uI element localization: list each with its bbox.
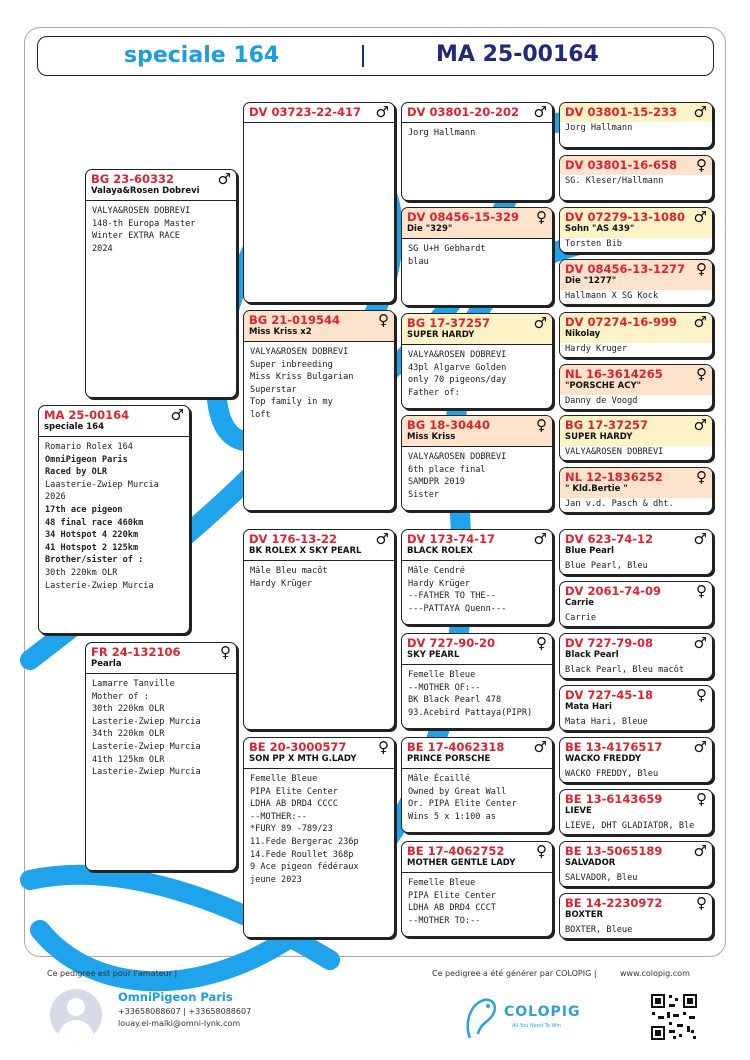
- male-symbol-icon: ♂: [693, 416, 707, 434]
- male-symbol-icon: ♂: [693, 208, 707, 226]
- detail-line: Mata Hari, Bleue: [565, 717, 648, 727]
- male-symbol-icon: ♂: [693, 313, 707, 331]
- pigeon-name: Mata Hari: [565, 702, 612, 712]
- card-header: [402, 208, 552, 239]
- pedigree-card-g2[interactable]: [559, 155, 713, 201]
- card-details: [560, 768, 712, 781]
- detail-line: loft: [250, 409, 271, 420]
- card-header: [244, 738, 394, 769]
- card-details: [402, 561, 552, 619]
- ring-number: BG 23-60332: [91, 172, 174, 186]
- pedigree-card-g1[interactable]: [559, 102, 713, 148]
- detail-line: 48 final race 460km: [45, 517, 144, 528]
- pedigree-card-g9[interactable]: [559, 529, 713, 575]
- detail-line: BK Black Pearl 478: [408, 695, 502, 706]
- owner-name: OmniPigeon Paris: [118, 990, 233, 1004]
- ring-number: NL 12-1836252: [565, 470, 663, 484]
- ring-number: DV 03801-16-658: [565, 158, 678, 172]
- detail-line: 30th 220km OLR: [45, 567, 118, 578]
- ring-number: BE 14-2230972: [565, 896, 663, 910]
- detail-line: 41th 125km OLR: [92, 754, 165, 765]
- pigeon-name: Die "1277": [565, 276, 617, 286]
- pigeon-name: Carrie: [565, 598, 595, 608]
- female-symbol-icon: ♀: [536, 416, 547, 434]
- card-header: [560, 103, 712, 122]
- pigeon-name: Miss Kriss: [407, 432, 456, 442]
- detail-line: SALVADOR, Bleu: [565, 873, 638, 883]
- ring-number: DV 2061-74-09: [565, 584, 662, 598]
- detail-line: 6th place final: [408, 464, 486, 475]
- detail-line: --MOTHER:--: [250, 811, 307, 822]
- detail-line: 43pl Algarve Golden: [408, 362, 507, 373]
- card-header: [560, 156, 712, 175]
- footer-website-link[interactable]: www.colopig.com: [620, 969, 690, 978]
- male-symbol-icon: ♂: [375, 530, 389, 548]
- ring-number: BG 17-37257: [565, 418, 648, 432]
- pedigree-card-g11[interactable]: [559, 633, 713, 679]
- pedigree-card-ds[interactable]: [243, 529, 395, 730]
- male-symbol-icon: ♂: [533, 314, 547, 332]
- pigeon-name: Valaya&Rosen Dobrevi: [91, 186, 200, 196]
- card-details: [560, 290, 712, 303]
- card-details: [402, 123, 552, 144]
- detail-line: Father of:: [408, 387, 460, 398]
- card-details: [560, 343, 712, 356]
- detail-line: 14.Fede Roullet 368p: [250, 849, 354, 860]
- detail-line: Superstar: [250, 384, 297, 395]
- detail-line: PIPA Elite Center: [250, 786, 338, 797]
- pigeon-name: PRINCE PORSCHE: [407, 754, 491, 764]
- detail-line: 2024: [92, 243, 113, 254]
- pedigree-card-g8[interactable]: [559, 467, 713, 513]
- pigeon-name: MOTHER GENTLE LADY: [407, 858, 516, 868]
- pedigree-card-g16[interactable]: [559, 893, 713, 939]
- ring-number: MA 25-00164: [44, 408, 130, 422]
- detail-line: Danny de Voogd: [565, 396, 638, 406]
- qr-code-icon: [649, 992, 699, 1042]
- detail-line: Jorg Hallmann: [408, 128, 476, 138]
- pigeon-name: SALVADOR: [565, 858, 616, 868]
- pedigree-card-dds[interactable]: [401, 737, 553, 833]
- female-symbol-icon: ♀: [696, 582, 707, 600]
- detail-line: Hardy Krüger: [408, 578, 471, 589]
- pigeon-name: " Kld.Bertie ": [565, 484, 628, 494]
- pigeon-name: Miss Kriss x2: [249, 327, 312, 337]
- pigeon-name: Sohn "AS 439": [565, 224, 635, 234]
- detail-line: Mother of :: [92, 691, 149, 702]
- ring-number: DV 727-79-08: [565, 636, 654, 650]
- pigeon-name: SON PP X MTH G.LADY: [249, 754, 357, 764]
- detail-line: Laasterie-Zwiep Murcia: [45, 479, 159, 490]
- detail-line: ---PATTAYA Quenn---: [408, 603, 507, 614]
- ring-number: BE 13-5065189: [565, 844, 663, 858]
- detail-line: Raced by OLR: [45, 467, 108, 478]
- ring-number: BE 20-3000577: [249, 740, 347, 754]
- colopig-bird-icon: [462, 994, 502, 1044]
- pigeon-name: SUPER HARDY: [565, 432, 633, 442]
- detail-line: Blue Pearl, Bleu: [565, 561, 648, 571]
- pigeon-name: LIEVE: [565, 806, 592, 816]
- detail-line: blau: [408, 256, 429, 267]
- female-symbol-icon: ♀: [696, 365, 707, 383]
- card-details: [560, 498, 712, 511]
- card-header: [244, 103, 394, 123]
- card-details: [402, 239, 552, 272]
- detail-line: Femelle Bleue: [408, 878, 476, 888]
- ring-number: DV 727-45-18: [565, 688, 654, 702]
- pedigree-card-ss[interactable]: [243, 102, 395, 303]
- female-symbol-icon: ♀: [696, 894, 707, 912]
- card-details: [86, 674, 236, 783]
- pedigree-card-dam[interactable]: [85, 642, 237, 871]
- detail-line: Romario Rolex 164: [45, 442, 133, 452]
- pigeon-name: Black Pearl: [565, 650, 619, 660]
- ring-number: DV 623-74-12: [565, 532, 654, 546]
- ring-number: DV 08456-15-329: [407, 210, 520, 224]
- ring-number: FR 24-132106: [91, 645, 181, 659]
- detail-line: jeune 2023: [250, 874, 302, 885]
- detail-line: Lamarre Tanville: [92, 679, 175, 689]
- card-header: [560, 686, 712, 716]
- card-details: [560, 395, 712, 408]
- detail-line: Miss Kriss Bulgarian: [250, 372, 354, 383]
- card-details: [402, 769, 552, 827]
- female-symbol-icon: ♀: [696, 790, 707, 808]
- detail-line: 93.Acebird Pattaya(PIPR): [408, 707, 533, 718]
- detail-line: Super inbreeding: [250, 359, 333, 370]
- avatar: [50, 989, 102, 1041]
- ring-number: BG 21-019544: [249, 313, 340, 327]
- card-details: [560, 238, 712, 251]
- colopig-logo: [462, 994, 581, 1046]
- male-symbol-icon: ♂: [693, 103, 707, 121]
- card-details: [244, 342, 394, 426]
- ring-number: BG 17-37257: [407, 316, 490, 330]
- female-symbol-icon: ♀: [536, 634, 547, 652]
- pedigree-card-sss[interactable]: [401, 102, 553, 201]
- footer-amateur-note: Ce pedigree est pour l'amateur |: [47, 969, 178, 978]
- detail-line: PIPA Elite Center: [408, 890, 496, 901]
- detail-line: Hardy Krüger: [250, 578, 313, 589]
- detail-line: Top family in my: [250, 397, 333, 408]
- card-details: [402, 873, 552, 931]
- footer-generator-note: Ce pedigree a été générer par COLOPIG |: [432, 969, 597, 978]
- card-details: [560, 872, 712, 885]
- avatar-head-shape: [67, 998, 85, 1016]
- card-details: [402, 345, 552, 403]
- detail-line: VALYA&ROSEN DOBREVI: [408, 350, 507, 360]
- female-symbol-icon: ♀: [696, 686, 707, 704]
- owner-phones: +33658088607 | +33658088607: [118, 1007, 252, 1016]
- detail-line: SG. Kleser/Hallmann: [565, 176, 664, 186]
- detail-line: 148-th Europa Master: [92, 218, 196, 229]
- ring-number: DV 07274-16-999: [565, 315, 678, 329]
- detail-line: VALYA&ROSEN DOBREVI: [92, 206, 191, 216]
- pedigree-card-g10[interactable]: [559, 581, 713, 627]
- pigeon-name: WACKO FREDDY: [565, 754, 642, 764]
- detail-line: 34 Hotspot 4 220km: [45, 530, 139, 541]
- card-details: [86, 201, 236, 259]
- ring-number: DV 07279-13-1080: [565, 210, 686, 224]
- card-details: [560, 664, 712, 677]
- detail-line: only 70 pigeons/day: [408, 375, 507, 386]
- avatar-body-shape: [58, 1020, 94, 1041]
- detail-line: 11.Fede Bergerac 236p: [250, 836, 359, 847]
- detail-line: BOXTER, Bleue: [565, 925, 633, 935]
- card-header: [39, 406, 189, 437]
- card-details: [560, 560, 712, 573]
- card-header: [402, 103, 552, 123]
- detail-line: 41 Hotspot 2 125km: [45, 542, 139, 553]
- detail-line: Femelle Bleue: [250, 774, 318, 784]
- detail-line: Torsten Bib: [565, 239, 622, 249]
- pigeon-name: SUPER HARDY: [407, 330, 475, 340]
- card-header: [402, 314, 552, 345]
- detail-line: Black Pearl, Bleu macôt: [565, 665, 684, 675]
- colopig-tagline: All You Need To Win: [512, 1023, 561, 1029]
- card-header: [560, 582, 712, 612]
- male-symbol-icon: ♂: [533, 530, 547, 548]
- card-header: [86, 170, 236, 201]
- card-header: [244, 311, 394, 342]
- footer: [0, 962, 750, 1060]
- card-details: [244, 769, 394, 890]
- card-header: [560, 260, 712, 290]
- colopig-wordmark: COLOPIG: [504, 1004, 581, 1020]
- pigeon-name: Blue Pearl: [565, 546, 615, 556]
- female-symbol-icon: ♀: [696, 260, 707, 278]
- ring-number-title: MA 25-00164: [436, 42, 599, 67]
- detail-line: Jan v.d. Pasch & dht.: [565, 499, 674, 509]
- female-symbol-icon: ♀: [696, 156, 707, 174]
- female-symbol-icon: ♀: [536, 842, 547, 860]
- card-header: [402, 530, 552, 561]
- detail-line: VALYA&ROSEN DOBREVI: [408, 452, 507, 462]
- ring-number: DV 08456-13-1277: [565, 262, 686, 276]
- card-details: [402, 665, 552, 723]
- female-symbol-icon: ♀: [378, 311, 389, 329]
- detail-line: LIEVE, DHT GLADIATOR, Ble: [565, 821, 695, 831]
- pedigree-card-g6[interactable]: [559, 364, 713, 410]
- card-details: [39, 437, 189, 596]
- pedigree-card-sdd[interactable]: [401, 415, 553, 511]
- ring-number: BE 13-6143659: [565, 792, 663, 806]
- pedigree-card-dsd[interactable]: [401, 633, 553, 729]
- male-symbol-icon: ♂: [170, 406, 184, 424]
- card-details: [560, 446, 712, 459]
- ring-number: NL 16-3614265: [565, 367, 663, 381]
- detail-line: --MOTHER OF:--: [408, 682, 481, 693]
- card-details: [402, 447, 552, 505]
- detail-line: Sister: [408, 489, 440, 500]
- pedigree-card-ssd[interactable]: [401, 207, 553, 306]
- detail-line: 17th ace pigeon: [45, 504, 123, 515]
- detail-line: WACKO FREDDY, Bleu: [565, 769, 659, 779]
- detail-line: 30th 220km OLR: [92, 704, 165, 715]
- detail-line: SG U+H Gebhardt: [408, 244, 486, 254]
- pedigree-card-dd[interactable]: [243, 737, 395, 938]
- card-header: [560, 365, 712, 395]
- detail-line: Hardy Kruger: [565, 344, 628, 354]
- detail-line: Mâle Bleu macôt: [250, 566, 328, 576]
- card-details: [560, 175, 712, 188]
- pigeon-name: SKY PEARL: [407, 650, 460, 660]
- detail-line: Wins 5 x 1:100 as: [408, 811, 496, 822]
- ring-number: DV 176-13-22: [249, 532, 338, 546]
- ring-number: BE 17-4062752: [407, 844, 505, 858]
- card-header: [560, 894, 712, 924]
- pigeon-name-title: speciale 164: [124, 43, 280, 68]
- detail-line: SAMDPR 2019: [408, 477, 465, 488]
- pedigree-card-g13[interactable]: [559, 737, 713, 783]
- ring-number: BE 13-4176517: [565, 740, 663, 754]
- card-details: [560, 924, 712, 937]
- detail-line: LDHA AB DRD4 CCCT: [408, 903, 496, 914]
- detail-line: Lasterie-Zwiep Murcia: [92, 741, 201, 752]
- card-details: [560, 820, 712, 833]
- pigeon-name: Pearla: [91, 659, 122, 669]
- female-symbol-icon: ♀: [536, 208, 547, 226]
- pedigree-card-g7[interactable]: [559, 415, 713, 461]
- ring-number: BG 18-30440: [407, 418, 490, 432]
- detail-line: --FATHER TO THE--: [408, 591, 496, 602]
- female-symbol-icon: ♀: [378, 738, 389, 756]
- pedigree-card-g4[interactable]: [559, 259, 713, 305]
- ring-number: DV 173-74-17: [407, 532, 496, 546]
- male-symbol-icon: ♂: [533, 738, 547, 756]
- ring-number: DV 03723-22-417: [249, 105, 362, 119]
- detail-line: Lasterie-Zwiep Murcia: [92, 716, 201, 727]
- detail-line: Mâle Écaillé: [408, 774, 471, 784]
- pedigree-header: [37, 36, 714, 76]
- detail-line: Hallmann X SG Kock: [565, 291, 659, 301]
- pedigree-card-g12[interactable]: [559, 685, 713, 731]
- pedigree-card-sire[interactable]: [85, 169, 237, 398]
- detail-line: Carrie: [565, 613, 597, 623]
- card-details: [560, 716, 712, 729]
- pedigree-card-g15[interactable]: [559, 841, 713, 887]
- pigeon-name: speciale 164: [44, 422, 104, 432]
- pedigree-card-g14[interactable]: [559, 789, 713, 835]
- pigeon-name: BLACK ROLEX: [407, 546, 473, 556]
- card-header: [560, 416, 712, 446]
- detail-line: Brother/sister of :: [45, 555, 144, 566]
- card-header: [86, 643, 236, 674]
- detail-line: Or. PIPA Elite Center: [408, 799, 517, 810]
- pigeon-name: Nikolay: [565, 329, 601, 339]
- owner-email[interactable]: louay.el-malki@omni-lynk.com: [118, 1019, 241, 1028]
- card-details: [560, 612, 712, 625]
- female-symbol-icon: ♀: [696, 468, 707, 486]
- card-header: [560, 208, 712, 238]
- pedigree-card-sds[interactable]: [401, 313, 553, 409]
- detail-line: Lasterie-Zwiep Murcia: [45, 580, 154, 591]
- card-header: [560, 530, 712, 560]
- ring-number: DV 03801-20-202: [407, 105, 520, 119]
- card-header: [560, 313, 712, 343]
- detail-line: *FURY 89 -789/23: [250, 824, 333, 835]
- detail-line: 34th 220km OLR: [92, 729, 165, 740]
- card-details: [244, 561, 394, 594]
- pedigree-card-g3[interactable]: [559, 207, 713, 253]
- detail-line: OmniPigeon Paris: [45, 454, 128, 465]
- detail-line: Lasterie-Zwiep Murcia: [92, 767, 201, 778]
- male-symbol-icon: ♂: [693, 634, 707, 652]
- male-symbol-icon: ♂: [375, 103, 389, 121]
- card-header: [560, 738, 712, 768]
- card-header: [560, 468, 712, 498]
- card-details: [560, 122, 712, 135]
- female-symbol-icon: ♀: [220, 643, 231, 661]
- detail-line: Owned by Great Wall: [408, 786, 507, 797]
- ring-number: DV 03801-15-233: [565, 105, 678, 119]
- detail-line: VALYA&ROSEN DOBREVI: [250, 347, 349, 357]
- pigeon-name: "PORSCHE ACY": [565, 381, 642, 391]
- pigeon-name: Die "329": [407, 224, 453, 234]
- pigeon-name: BK ROLEX X SKY PEARL: [249, 546, 362, 556]
- male-symbol-icon: ♂: [533, 103, 547, 121]
- pigeon-name: BOXTER: [565, 910, 604, 920]
- card-header: [244, 530, 394, 561]
- ring-number: BE 17-4062318: [407, 740, 505, 754]
- card-header: [402, 416, 552, 447]
- detail-line: --MOTHER TO:--: [408, 915, 481, 926]
- card-header: [560, 790, 712, 820]
- detail-line: Winter EXTRA RACE: [92, 231, 180, 242]
- detail-line: VALYA&ROSEN DOBREVI: [565, 447, 664, 457]
- card-header: [402, 634, 552, 665]
- male-symbol-icon: ♂: [217, 170, 231, 188]
- pedigree-card-dss[interactable]: [401, 529, 553, 625]
- pedigree-card-subject[interactable]: [38, 405, 190, 634]
- card-header: [560, 842, 712, 872]
- header-divider: [362, 45, 364, 67]
- male-symbol-icon: ♂: [693, 842, 707, 860]
- detail-line: LDHA AB DRD4 CCCC: [250, 799, 338, 810]
- card-header: [560, 634, 712, 664]
- detail-line: Mâle Cendré: [408, 566, 465, 576]
- card-header: [402, 842, 552, 873]
- pedigree-card-ddd[interactable]: [401, 841, 553, 937]
- ring-number: DV 727-90-20: [407, 636, 496, 650]
- pedigree-card-sd[interactable]: [243, 310, 395, 511]
- male-symbol-icon: ♂: [693, 738, 707, 756]
- detail-line: 9 Ace pigeon fédéraux: [250, 862, 359, 873]
- male-symbol-icon: ♂: [693, 530, 707, 548]
- pedigree-card-g5[interactable]: [559, 312, 713, 358]
- detail-line: 2026: [45, 492, 66, 503]
- detail-line: Femelle Bleue: [408, 670, 476, 680]
- card-header: [402, 738, 552, 769]
- detail-line: Jorg Hallmann: [565, 123, 633, 133]
